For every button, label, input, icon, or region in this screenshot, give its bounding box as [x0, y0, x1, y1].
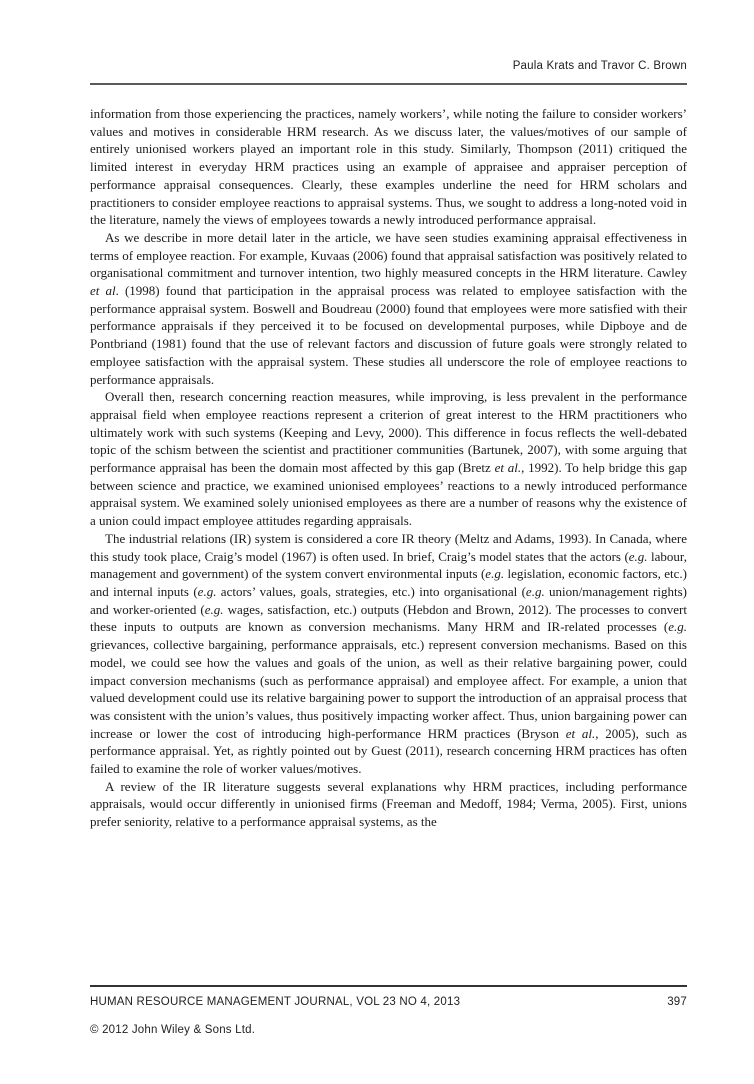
- body-text-segment: , 1992). To help bridge this gap between science and practice, we examined unionised employees’ reactions to a newly introduced performance appraisal system. We examined solely unionised employees as there are a number of reasons why the existence of a union could impact employee attitudes regarding appraisals.: [90, 460, 688, 529]
- italic-text: e.g.: [485, 566, 505, 582]
- italic-text: et al.: [494, 460, 522, 476]
- italic-text: e.g.: [668, 619, 687, 635]
- running-head-authors: Paula Krats and Travor C. Brown: [512, 60, 687, 72]
- italic-text: e.g.: [628, 548, 648, 564]
- article-body: [90, 105, 687, 831]
- body-text-segment: labour, management and government) of the system convert environmental inputs (: [90, 548, 687, 582]
- paragraph: [90, 388, 687, 530]
- body-text-segment: The industrial relations (IR) system is considered a core IR theory (Meltz and Adams, 1993). In Canada, where this study took place, Craig’s model (1967) is often used. In brief, Craig’s model states that the actors (: [90, 530, 687, 564]
- header-rule: [90, 83, 687, 85]
- body-text-segment: A review of the IR literature suggests several explanations why HRM practices, including performance appraisals, would occur differently in unionised firms (Freeman and Medoff, 1984; Verma, 2005). First, unions prefer seniority, relative to a performance appraisal systems, as the: [90, 778, 687, 830]
- paragraph: [90, 229, 687, 388]
- body-text-segment: , 2005), such as performance appraisal. Yet, as rightly pointed out by Guest (2011), research concerning HRM practices has often failed to examine the role of worker values/motives.: [90, 725, 687, 777]
- italic-text: et al: [90, 283, 116, 299]
- body-text-segment: Overall then, research concerning reaction measures, while improving, is less prevalent in the performance appraisal field when employee reactions represent a criterion of great interest to the HRM practitioners who ultimately work with such systems (Keeping and Levy, 2000). This difference in focus reflects the well-debated topic of the schism between the scientist and practitioner communities (Bartunek, 2007), with some arguing that performance appraisal has been the domain most affected by this gap (Bretz: [90, 389, 687, 476]
- body-text-segment: legislation, economic factors, etc.) and internal inputs (: [90, 566, 688, 599]
- paragraph: [90, 530, 687, 778]
- copyright-notice: © 2012 John Wiley & Sons Ltd.: [90, 1024, 256, 1036]
- body-text-segment: grievances, collective bargaining, performance appraisals, etc.) represent conversion mechanisms. Based on this model, we could see how the values and goals of the union, as well as their relative bargaining power, could impact conversion mechanisms (such as performance appraisal) and employee affect. For example, a union that valued development could use its relative bargaining power to support the introduction of an appraisal process that was consistent with the union’s values, thus positively impacting worker affect. Thus, union bargaining power can increase or lower the cost of introducing high-performance HRM practices (Bryson: [90, 637, 687, 741]
- italic-text: e.g.: [197, 583, 217, 599]
- footer-rule: [90, 985, 687, 987]
- body-text-segment: As we describe in more detail later in the article, we have seen studies examining appraisal effectiveness in terms of employee reaction. For example, Kuvaas (2006) found that appraisal satisfaction was positively related to organisational commitment and turnover intention, two highly measured concepts in the HRM literature. Cawley: [90, 229, 687, 281]
- body-text-segment: information from those experiencing the practices, namely workers’, while noting the failure to consider workers’ values and motives in considerable HRM research. As we discuss later, the values/motives of our sample of entirely unionised workers played an important role in this study. Similarly, Thompson (2011) critiqued the limited interest in everyday HRM practices using an example of appraisee and appraiser perception of performance appraisal consequences. Clearly, these examples underline the need for HRM scholars and practitioners to consider employee reactions to appraisal systems. Thus, we sought to address a long-noted void in the literature, namely the views of employees towards a newly introduced performance appraisal.: [90, 106, 687, 228]
- italic-text: e.g.: [525, 583, 545, 599]
- journal-info: HUMAN RESOURCE MANAGEMENT JOURNAL, VOL 23 NO 4, 2013: [90, 996, 461, 1008]
- body-text-segment: actors’ values, goals, strategies, etc.) into organisational (: [216, 583, 526, 599]
- page-number: 397: [667, 996, 687, 1008]
- paragraph: [90, 105, 687, 229]
- page-footer: [90, 996, 687, 1008]
- body-text-segment: . (1998) found that participation in the appraisal process was related to employee satisfaction with the performance appraisal system. Boswell and Boudreau (2000) found that employees were more satisfied with their performance appraisals if they perceived it to be focused on developmental purposes, while Dipboye and de Pontbriand (1981) found that the use of relevant factors and discussion of future goals were strongly related to employee satisfaction with the appraisal system. These studies all underscore the role of employee reactions to performance appraisals.: [90, 283, 687, 387]
- italic-text: et al.: [565, 725, 596, 741]
- italic-text: e.g.: [204, 601, 224, 617]
- paragraph: [90, 778, 687, 831]
- body-text-segment: wages, satisfaction, etc.) outputs (Hebdon and Brown, 2012). The processes to convert these inputs to outputs are known as conversion mechanisms. Many HRM and IR-related processes (: [90, 601, 687, 635]
- body-text-segment: union/management rights) and worker-oriented (: [90, 583, 687, 617]
